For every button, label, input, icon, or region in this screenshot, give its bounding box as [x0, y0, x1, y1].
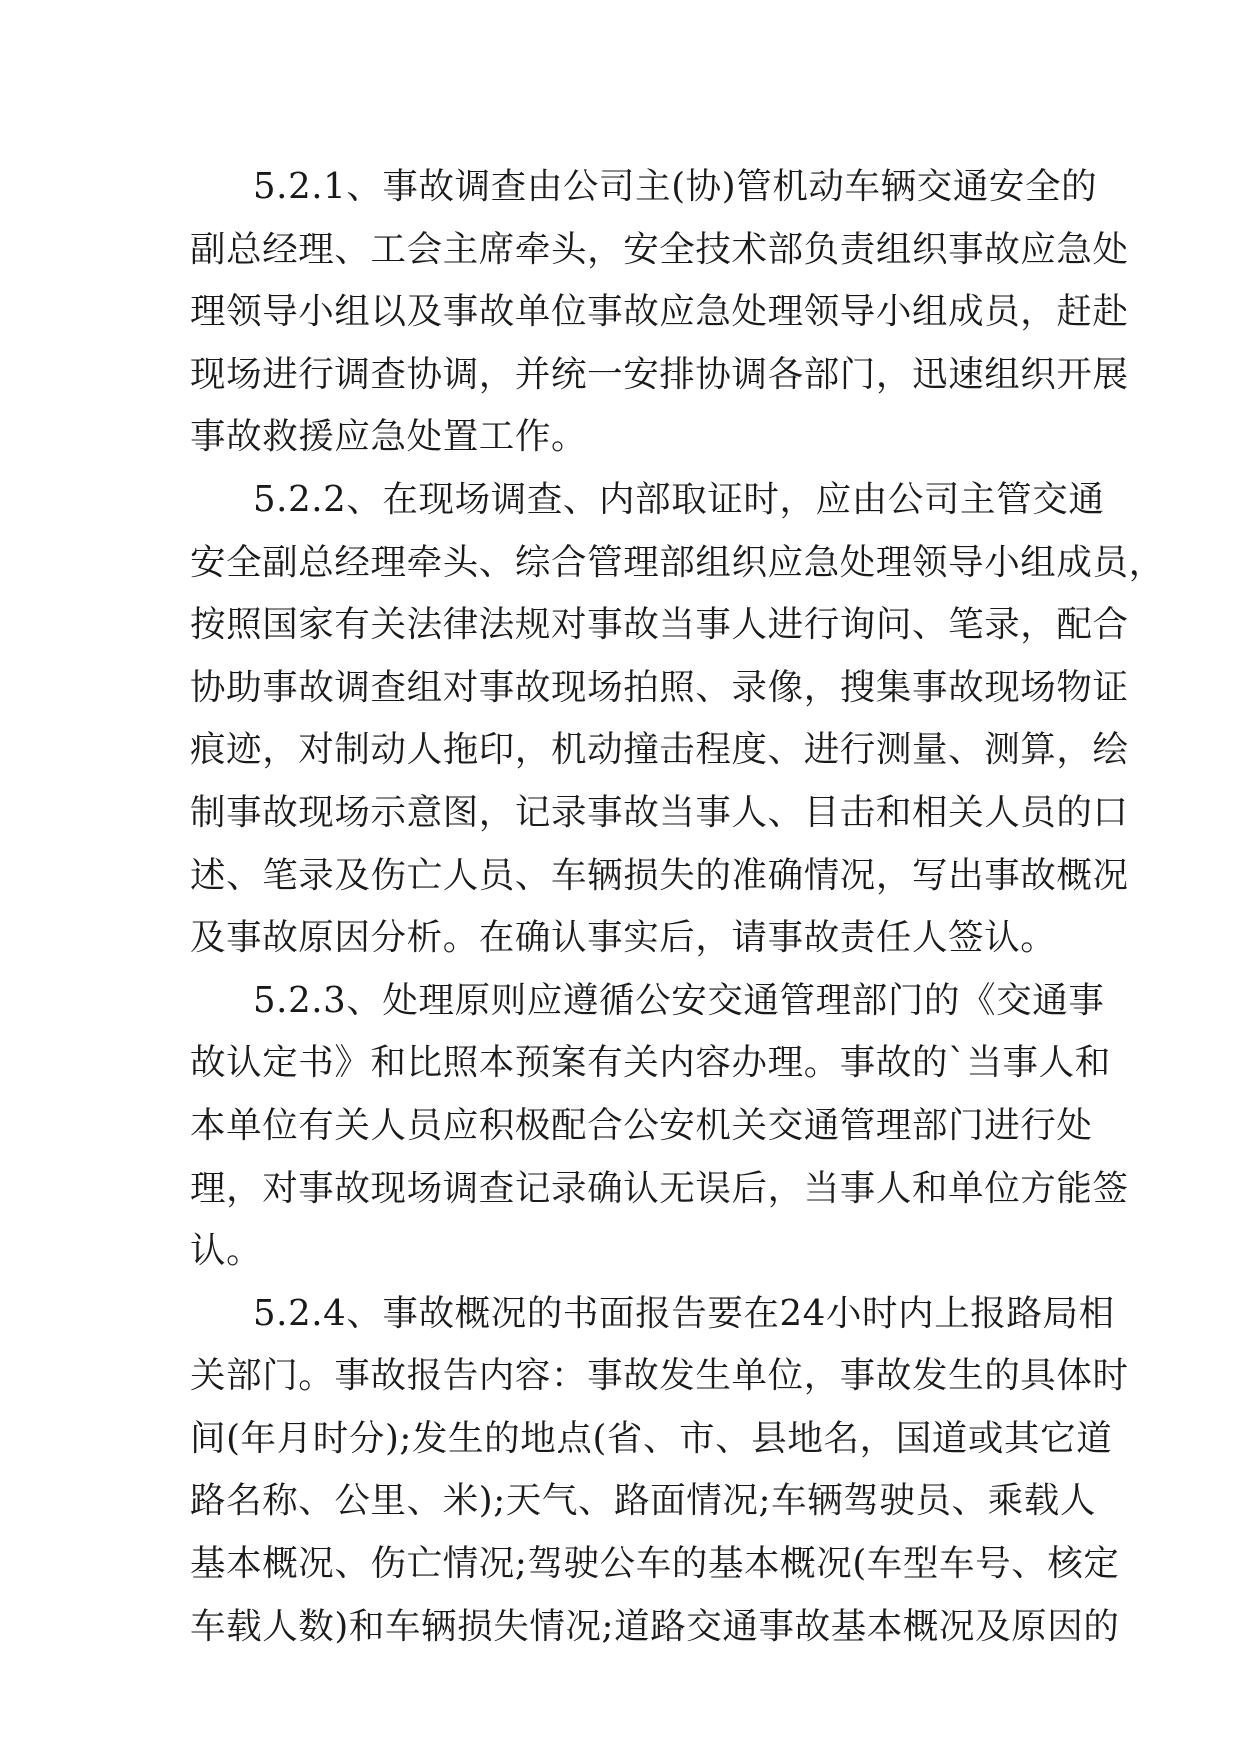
text-line: 5.2.4、事故概况的书面报告要在24小时内上报路局相 — [253, 1292, 1115, 1334]
text-line: 制事故现场示意图，记录事故当事人、目击和相关人员的口 — [190, 791, 1129, 833]
text-line: 认。 — [190, 1230, 263, 1272]
paragraph-5-2-3 — [190, 970, 1129, 1283]
text-line: 5.2.3、处理原则应遵循公安交通管理部门的《交通事 — [253, 979, 1105, 1021]
text-line: 理，对事故现场调查记录确认无误后，当事人和单位方能签 — [190, 1167, 1129, 1209]
text-line: 本单位有关人员应积极配合公安机关交通管理部门进行处 — [190, 1104, 1093, 1146]
text-line: 关部门。事故报告内容：事故发生单位，事故发生的具体时 — [190, 1355, 1129, 1397]
paragraph-5-2-4 — [190, 1283, 1129, 1659]
text-line: 安全副总经理牵头、综合管理部组织应急处理领导小组成员， — [190, 541, 1165, 583]
text-line: 及事故原因分析。在确认事实后，请事故责任人签认。 — [190, 917, 1057, 959]
document-body — [190, 156, 1165, 1658]
text-line: 理领导小组以及事故单位事故应急处理领导小组成员，赶赴 — [190, 291, 1129, 333]
paragraph-5-2-1 — [190, 156, 1129, 469]
text-line: 5.2.1、事故调查由公司主(协)管机动车辆交通安全的 — [253, 166, 1098, 207]
text-line: 间(年月时分);发生的地点(省、市、县地名，国道或其它道 — [190, 1417, 1113, 1459]
text-line: 痕迹，对制动人拖印，机动撞击程度、进行测量、测算，绘 — [190, 729, 1129, 771]
text-line: 述、笔录及伤亡人员、车辆损失的准确情况，写出事故概况 — [190, 854, 1129, 896]
text-line: 副总经理、工会主席牵头，安全技术部负责组织事故应急处 — [190, 228, 1129, 270]
text-line: 协助事故调查组对事故现场拍照、录像，搜集事故现场物证 — [190, 666, 1129, 708]
paragraph-5-2-2 — [190, 469, 1165, 970]
text-line: 5.2.2、在现场调查、内部取证时，应由公司主管交通 — [253, 478, 1105, 520]
text-line: 按照国家有关法律法规对事故当事人进行询问、笔录，配合 — [190, 604, 1129, 646]
text-line: 基本概况、伤亡情况;驾驶公车的基本概况(车型车号、核定 — [190, 1543, 1120, 1585]
text-line: 现场进行调查协调，并统一安排协调各部门，迅速组织开展 — [190, 353, 1129, 395]
text-line: 故认定书》和比照本预案有关内容办理。事故的`当事人和 — [190, 1042, 1111, 1084]
text-line: 车载人数)和车辆损失情况;道路交通事故基本概况及原因的 — [190, 1605, 1120, 1647]
text-line: 路名称、公里、米);天气、路面情况;车辆驾驶员、乘载人 — [190, 1480, 1096, 1522]
text-line: 事故救援应急处置工作。 — [190, 416, 588, 458]
